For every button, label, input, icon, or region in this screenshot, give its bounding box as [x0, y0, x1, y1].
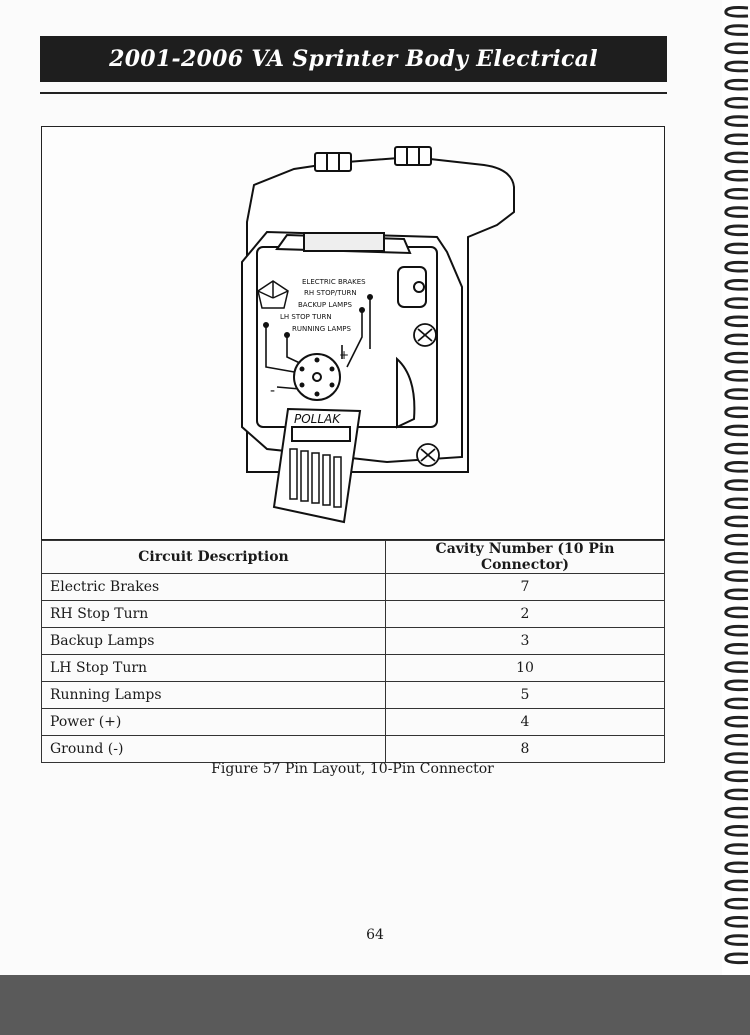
pin-table: [41, 540, 665, 763]
table-header-row: [42, 541, 665, 574]
connector-figure: [41, 126, 665, 540]
cell-cavity: 2: [386, 601, 665, 628]
table-row: [42, 601, 665, 628]
cell-cavity: 10: [386, 655, 665, 682]
table-row: [42, 682, 665, 709]
minus-terminal-label: -: [270, 383, 276, 399]
label-running-lamps: RUNNING LAMPS: [292, 325, 351, 333]
header-rule: [40, 92, 667, 94]
cell-description: LH Stop Turn: [42, 655, 386, 682]
cell-description: Backup Lamps: [42, 628, 386, 655]
label-lh-stop-turn: LH STOP TURN: [280, 313, 332, 321]
brand-label: POLLAK: [294, 412, 341, 426]
table-row: [42, 574, 665, 601]
background-surface: [0, 975, 750, 1035]
table-row: [42, 655, 665, 682]
cell-cavity: 5: [386, 682, 665, 709]
section-header: [40, 36, 667, 82]
cell-cavity: 7: [386, 574, 665, 601]
col-cavity-number: Cavity Number (10 Pin Connector): [386, 541, 665, 574]
label-backup-lamps: BACKUP LAMPS: [298, 301, 352, 309]
section-title: 2001-2006 VA Sprinter Body Electrical: [109, 46, 598, 72]
label-electric-brakes: ELECTRIC BRAKES: [302, 278, 366, 286]
page-number: 64: [366, 927, 384, 943]
table-row: [42, 736, 665, 763]
cell-description: Running Lamps: [42, 682, 386, 709]
plus-terminal-label: +: [339, 348, 350, 362]
cell-cavity: 4: [386, 709, 665, 736]
connector-diagram: [42, 127, 664, 539]
cell-description: RH Stop Turn: [42, 601, 386, 628]
label-rh-stop-turn: RH STOP/TURN: [304, 289, 357, 297]
spiral-binding: [718, 0, 750, 975]
cell-description: Power (+): [42, 709, 386, 736]
cell-cavity: 8: [386, 736, 665, 763]
table-row: [42, 709, 665, 736]
cell-description: Ground (-): [42, 736, 386, 763]
table-row: [42, 628, 665, 655]
cell-cavity: 3: [386, 628, 665, 655]
col-circuit-description: Circuit Description: [42, 541, 386, 574]
cell-description: Electric Brakes: [42, 574, 386, 601]
figure-caption: Figure 57 Pin Layout, 10-Pin Connector: [211, 761, 494, 777]
